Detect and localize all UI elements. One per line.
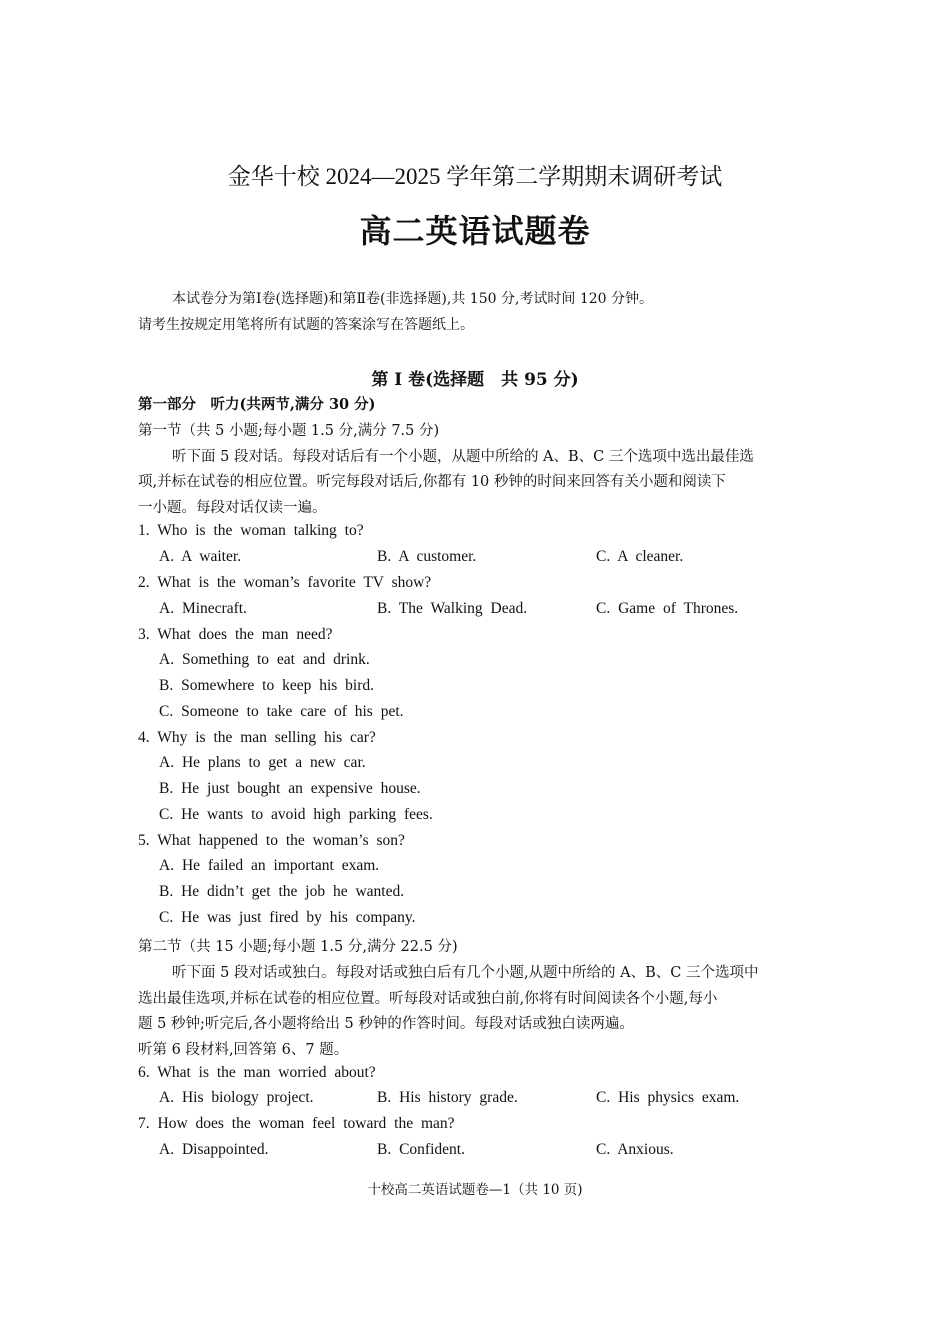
intro-line-1: 本试卷分为第Ⅰ卷(选择题)和第Ⅱ卷(非选择题),共 150 分,考试时间 120 分钟。 [172,291,654,307]
question-6-stem: 6. What is the man worried about? [138,1064,376,1081]
question-4-stem: 4. Why is the man selling his car? [138,729,376,746]
section-title: 第 I 卷(选择题 共 95 分) [371,370,579,390]
sub2-instruction-2: 选出最佳选项,并标在试卷的相应位置。听每段对话或独白前,你将有时间阅读各个小题,每小 [138,991,718,1007]
exam-title: 金华十校 2024—2025 学年第二学期期末调研考试 [227,164,723,189]
question-2-option-b: B. The Walking Dead. [377,600,528,617]
question-2-option-a: A. Minecraft. [159,600,247,617]
intro-line-2: 请考生按规定用笔将所有试题的答案涂写在答题纸上。 [138,317,474,333]
question-7-option-c: C. Anxious. [596,1141,674,1158]
question-1-option-a: A. A waiter. [159,548,242,565]
question-6-option-b: B. His history grade. [377,1089,518,1106]
question-1-stem: 1. Who is the woman talking to? [138,522,364,539]
question-1-option-c: C. A cleaner. [596,548,684,565]
question-6-option-a: A. His biology project. [159,1089,314,1106]
question-2-stem: 2. What is the woman’s favorite TV show? [138,574,432,591]
sub2-heading: 第二节（共 15 小题;每小题 1.5 分,满分 22.5 分) [138,939,458,955]
question-5-option-b: B. He didn’t get the job he wanted. [159,883,405,900]
question-2-option-c: C. Game of Thrones. [596,600,739,617]
question-6-option-c: C. His physics exam. [596,1089,740,1106]
question-3-stem: 3. What does the man need? [138,626,333,643]
question-4-option-a: A. He plans to get a new car. [159,754,366,771]
sub2-material-note: 听第 6 段材料,回答第 6、7 题。 [138,1042,349,1058]
question-1-option-b: B. A customer. [377,548,477,565]
question-5-stem: 5. What happened to the woman’s son? [138,832,405,849]
question-7-stem: 7. How does the woman feel toward the man? [138,1115,455,1132]
sub1-instruction-2: 项,并标在试卷的相应位置。听完每段对话后,你都有 10 秒钟的时间来回答有关小题和阅读下 [138,474,726,490]
exam-subtitle: 高二英语试题卷 [359,212,591,250]
question-3-option-c: C. Someone to take care of his pet. [159,703,404,720]
question-7-option-b: B. Confident. [377,1141,465,1158]
page-footer: 十校高二英语试题卷—1（共 10 页) [367,1182,583,1198]
question-7-option-a: A. Disappointed. [159,1141,269,1158]
sub2-instruction-3: 题 5 秒钟;听完后,各小题将给出 5 秒钟的作答时间。每段对话或独白读两遍。 [138,1016,634,1032]
question-4-option-c: C. He wants to avoid high parking fees. [159,806,433,823]
sub1-instruction-3: 一小题。每段对话仅读一遍。 [138,500,327,516]
question-5-option-a: A. He failed an important exam. [159,857,380,874]
question-5-option-c: C. He was just fired by his company. [159,909,416,926]
question-3-option-b: B. Somewhere to keep his bird. [159,677,375,694]
question-4-option-b: B. He just bought an expensive house. [159,780,421,797]
part-title: 第一部分 听力(共两节,满分 30 分) [138,396,376,413]
sub2-instruction-1: 听下面 5 段对话或独白。每段对话或独白后有几个小题,从题中所给的 A、B、C 三个选项中 [172,965,759,981]
sub1-heading: 第一节（共 5 小题;每小题 1.5 分,满分 7.5 分) [138,423,440,439]
question-3-option-a: A. Something to eat and drink. [159,651,370,668]
sub1-instruction-1: 听下面 5 段对话。每段对话后有一个小题，从题中所给的 A、B、C 三个选项中选出最佳选 [172,449,754,465]
